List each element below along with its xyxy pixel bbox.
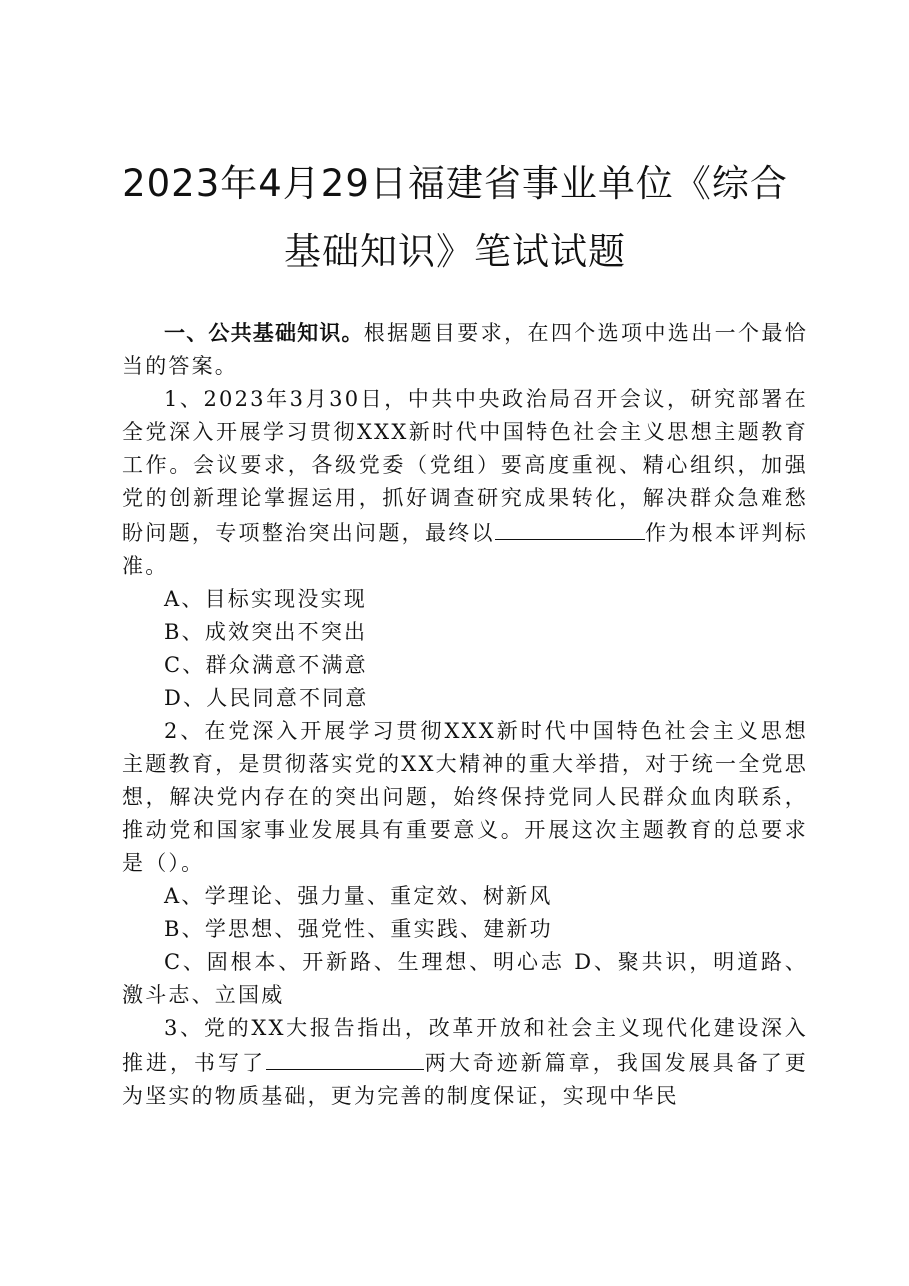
question-2-option-cd: C、固根本、开新路、生理想、明心志 D、聚共识，明道路、激斗志、立国威	[122, 950, 808, 1007]
answer-blank	[266, 1045, 424, 1070]
question-2-option-a: A、学理论、强力量、重定效、树新风	[164, 884, 553, 908]
section-intro	[122, 317, 808, 383]
section-instruction: 根据题目要求，在四个选项中选出一个最恰当的答案。	[122, 321, 808, 378]
answer-blank	[495, 515, 645, 540]
question-1-stem	[122, 383, 808, 583]
question-1-option-c: C、群众满意不满意	[164, 653, 368, 677]
question-3-stem-tail: 两大奇迹新篇章，我国发展具备了更为坚实的物质基础，更为完善的制度保证，实现中华民	[122, 1051, 808, 1108]
question-1-option-b: B、成效突出不突出	[164, 620, 368, 644]
question-2-option-b: B、学思想、强党性、重实践、建新功	[164, 917, 553, 941]
question-1-stem-text: 1、2023年3月30日，中共中央政治局召开会议，研究部署在全党深入开展学习贯彻XXX新时代中国特色社会主义思想主题教育工作。会议要求，各级党委（党组）要高度重视、精心组织，加强党的创新理论掌握运用，抓好调查研究成果转化，解决群众急难愁盼问题，专项整治突出问题，最终以	[122, 387, 808, 545]
question-3-stem-text: 3、党的XX大报告指出，改革开放和社会主义现代化建设深入推进，书写了	[122, 1016, 808, 1075]
question-1-stem-tail: 作为根本评判标准。	[122, 521, 809, 578]
document-body	[122, 317, 808, 1113]
question-3-stem	[122, 1012, 808, 1113]
question-1-option-d: D、人民同意不同意	[164, 686, 369, 710]
question-2-stem: 2、在党深入开展学习贯彻XXX新时代中国特色社会主义思想主题教育，是贯彻落实党的XX大精神的重大举措，对于统一全党思想，解决党内存在的突出问题，始终保持党同人民群众血肉联系，推动党和国家事业发展具有重要意义。开展这次主题教育的总要求是（）。	[122, 719, 808, 875]
document-title: 2023年4月29日福建省事业单位《综合基础知识》笔试试题	[122, 162, 788, 273]
section-heading: 一、公共基础知识。	[164, 321, 364, 345]
question-1-option-a: A、目标实现没实现	[164, 587, 367, 611]
